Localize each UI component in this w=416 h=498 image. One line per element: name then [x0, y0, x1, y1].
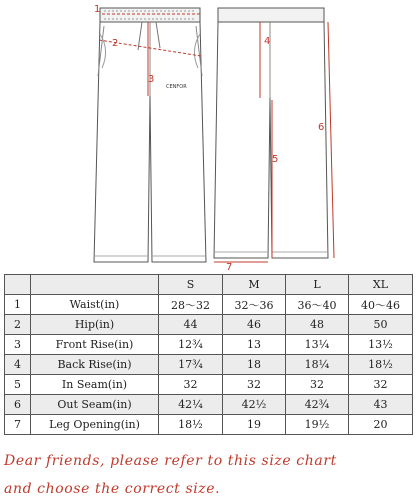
marker-7: 7 — [226, 262, 233, 272]
size-value-s: 18½ — [159, 415, 223, 435]
marker-5: 5 — [272, 154, 279, 165]
size-value-xl: 43 — [349, 395, 413, 415]
size-note-line-2: and choose the correct size. — [4, 481, 221, 497]
size-value-s: 28～32 — [159, 295, 223, 315]
row-number: 6 — [5, 395, 31, 415]
table-header-row — [5, 275, 413, 295]
size-value-s: 12¾ — [159, 335, 223, 355]
size-value-m: 32 — [223, 375, 286, 395]
size-value-l: 13¼ — [286, 335, 349, 355]
column-header-l: L — [286, 275, 349, 295]
column-header-s: S — [159, 275, 223, 295]
size-value-l: 42¾ — [286, 395, 349, 415]
row-number: 3 — [5, 335, 31, 355]
size-value-m: 13 — [223, 335, 286, 355]
size-value-m: 19 — [223, 415, 286, 435]
size-value-m: 18 — [223, 355, 286, 375]
size-value-s: 42¼ — [159, 395, 223, 415]
size-value-xl: 32 — [349, 375, 413, 395]
table-row — [5, 315, 413, 335]
size-value-l: 18¼ — [286, 355, 349, 375]
row-number: 7 — [5, 415, 31, 435]
table-row — [5, 335, 413, 355]
column-header — [31, 275, 159, 295]
measurement-name: Front Rise(in) — [31, 335, 159, 355]
pants-back-view — [214, 8, 328, 258]
size-value-m: 42½ — [223, 395, 286, 415]
marker-4: 4 — [264, 36, 271, 47]
size-value-xl: 40～46 — [349, 295, 413, 315]
pants-front-view — [94, 8, 206, 262]
measurement-name: Leg Opening(in) — [31, 415, 159, 435]
size-value-l: 32 — [286, 375, 349, 395]
measurement-name: Out Seam(in) — [31, 395, 159, 415]
row-number: 5 — [5, 375, 31, 395]
measurement-name: Back Rise(in) — [31, 355, 159, 375]
row-number: 4 — [5, 355, 31, 375]
size-value-s: 32 — [159, 375, 223, 395]
size-value-xl: 13½ — [349, 335, 413, 355]
marker-6: 6 — [318, 122, 325, 133]
column-header — [5, 275, 31, 295]
brand-label: CENFOR — [166, 84, 187, 90]
row-number: 1 — [5, 295, 31, 315]
size-value-s: 17¾ — [159, 355, 223, 375]
size-note-line-1: Dear friends, please refer to this size chart — [4, 453, 337, 469]
size-value-s: 44 — [159, 315, 223, 335]
size-value-m: 32～36 — [223, 295, 286, 315]
table-row — [5, 295, 413, 315]
measurement-name: In Seam(in) — [31, 375, 159, 395]
column-header-m: M — [223, 275, 286, 295]
marker-3: 3 — [148, 74, 155, 85]
size-chart-table — [4, 274, 413, 435]
size-value-xl: 50 — [349, 315, 413, 335]
column-header-xl: XL — [349, 275, 413, 295]
marker-1: 1 — [94, 4, 101, 15]
measurement-name: Hip(in) — [31, 315, 159, 335]
row-number: 2 — [5, 315, 31, 335]
table-row — [5, 395, 413, 415]
table-row — [5, 355, 413, 375]
size-value-m: 46 — [223, 315, 286, 335]
size-value-xl: 20 — [349, 415, 413, 435]
size-value-l: 19½ — [286, 415, 349, 435]
marker-2: 2 — [112, 38, 119, 49]
table-row — [5, 415, 413, 435]
size-value-xl: 18½ — [349, 355, 413, 375]
table-row — [5, 375, 413, 395]
size-value-l: 48 — [286, 315, 349, 335]
measurement-name: Waist(in) — [31, 295, 159, 315]
size-value-l: 36～40 — [286, 295, 349, 315]
